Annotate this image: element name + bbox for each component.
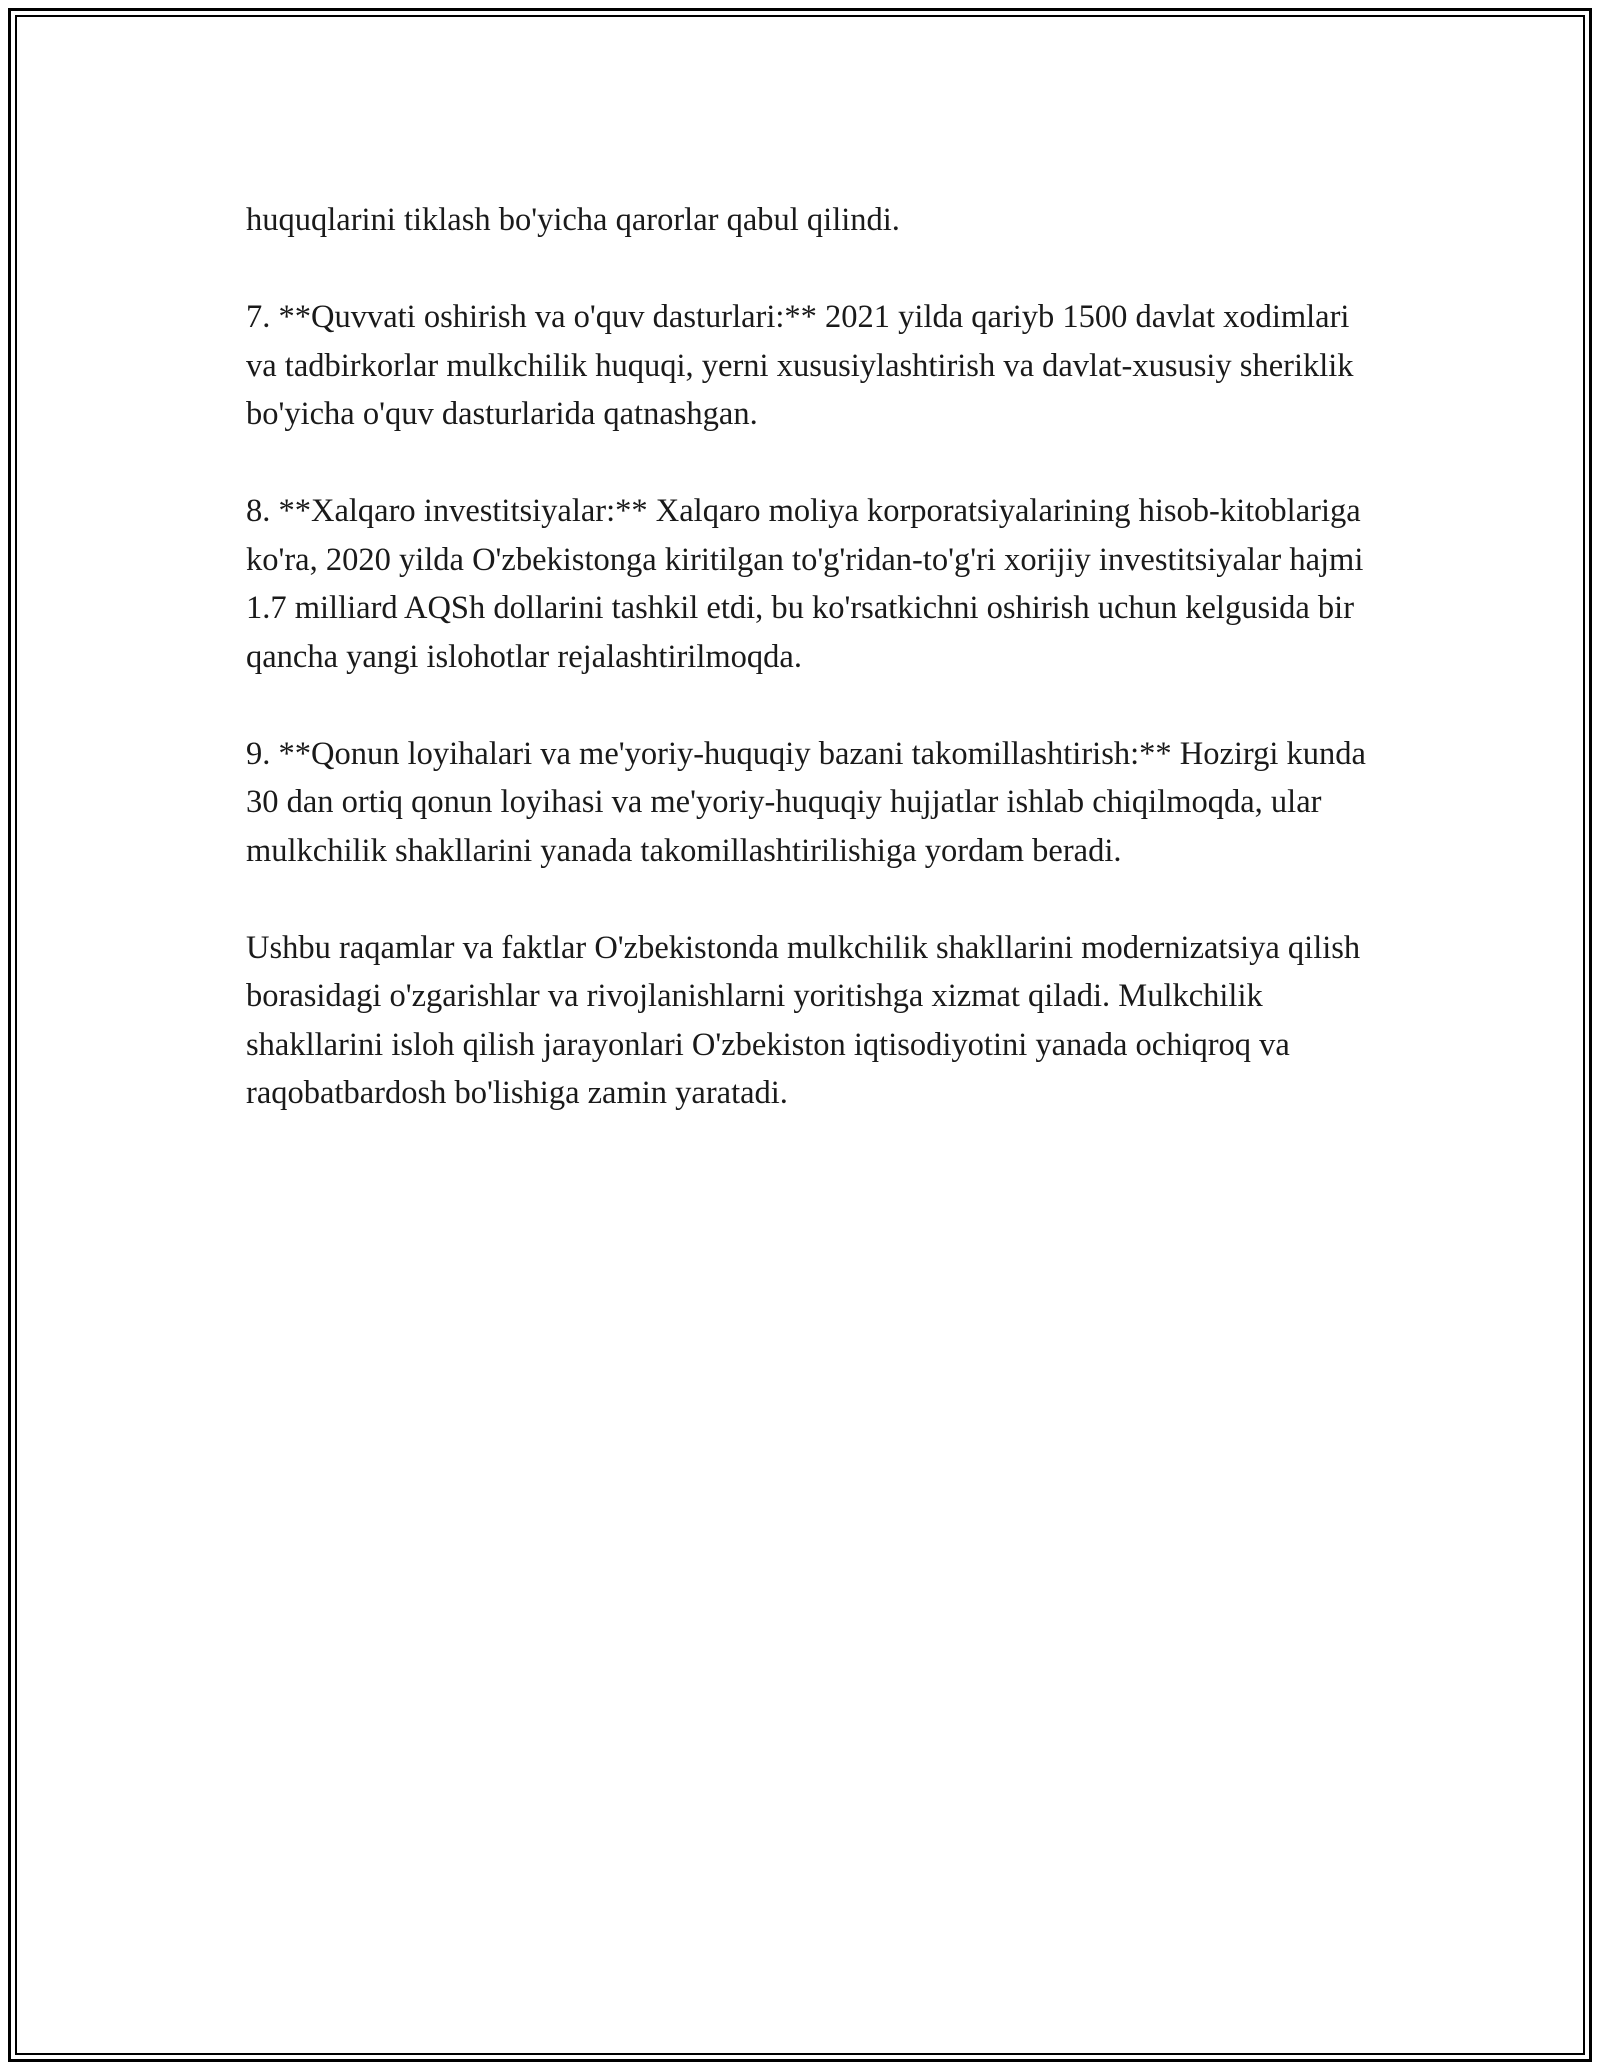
document-body: [246, 196, 1386, 1118]
page-frame: [8, 8, 1592, 2062]
paragraph-item-8: 8. **Xalqaro investitsiyalar:** Xalqaro moliya korporatsiyalarining hisob-kitoblariga ko'ra, 2020 yilda O'zbekistonga kiritilgan to'g'ridan-to'g'ri xorijiy investitsiyalar hajmi 1.7 milliard AQSh dollarini tashkil etdi, bu ko'rsatkichni oshirish uchun kelgusida bir qancha yangi islohotlar rejalashtirilmoqda.: [246, 493, 1364, 675]
paragraph-item-9: 9. **Qonun loyihalari va me'yoriy-huquqiy bazani takomillashtirish:** Hozirgi kunda 30 dan ortiq qonun loyihasi va me'yoriy-huquqiy hujjatlar ishlab chiqilmoqda, ular mulkchilik shakllarini yanada takomillashtirilishiga yordam beradi.: [246, 735, 1366, 869]
paragraph-conclusion: Ushbu raqamlar va faktlar O'zbekistonda mulkchilik shakllarini modernizatsiya qilish borasidagi o'zgarishlar va rivojlanishlarni yoritishga xizmat qiladi. Mulkchilik shakllarini isloh qilish jarayonlari O'zbekiston iqtisodiyotini yanada ochiqroq va raqobatbardosh bo'lishiga zamin yaratadi.: [246, 929, 1361, 1111]
paragraph-continuation: huquqlarini tiklash bo'yicha qarorlar qabul qilindi.: [246, 202, 900, 238]
paragraph-item-7: 7. **Quvvati oshirish va o'quv dasturlari:** 2021 yilda qariyb 1500 davlat xodimlari va tadbirkorlar mulkchilik huquqi, yerni xususiylashtirish va davlat-xususiy sheriklik bo'yicha o'quv dasturlarida qatnashgan.: [246, 299, 1354, 432]
